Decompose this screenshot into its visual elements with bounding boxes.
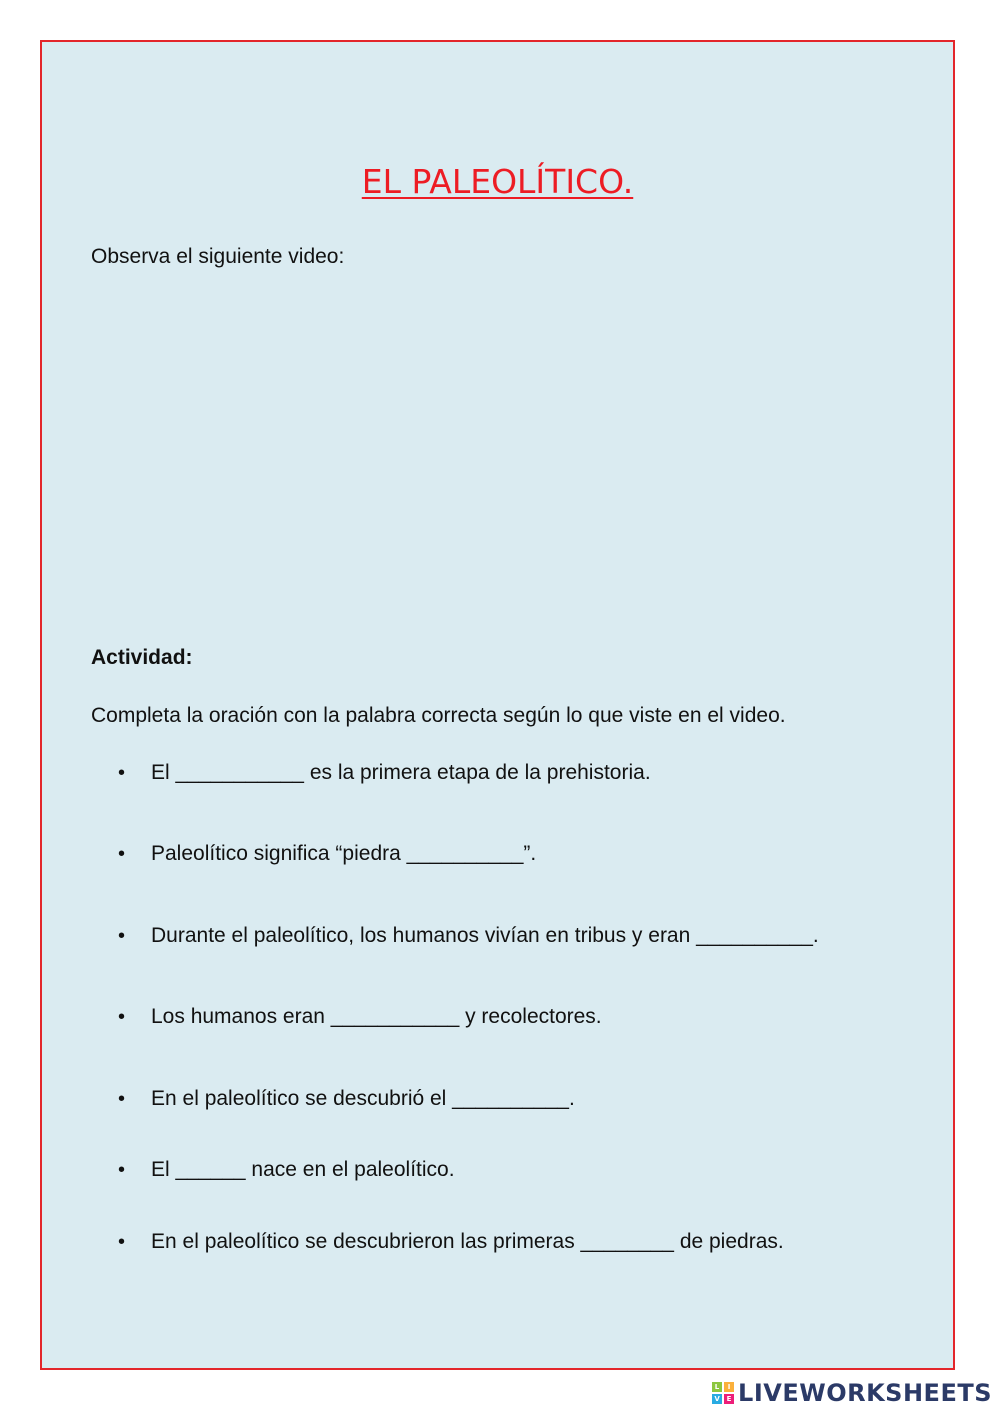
sentence-text: Paleolítico significa “piedra __________”. bbox=[151, 842, 537, 865]
bullet-icon: • bbox=[118, 843, 126, 865]
sentence-text: Durante el paleolítico, los humanos vivían en tribus y eran __________. bbox=[151, 924, 819, 947]
logo-letter: L bbox=[712, 1382, 722, 1392]
list-item bbox=[118, 1005, 602, 1029]
bullet-icon: • bbox=[118, 1006, 126, 1028]
liveworksheets-logo bbox=[712, 1378, 992, 1408]
sentence-text: En el paleolítico se descubrió el __________. bbox=[151, 1087, 575, 1110]
logo-letter: E bbox=[724, 1394, 734, 1404]
list-item bbox=[118, 924, 819, 948]
video-placeholder[interactable] bbox=[91, 292, 891, 612]
instructions-text: Completa la oración con la palabra correcta según lo que viste en el video. bbox=[91, 704, 786, 727]
logo-letter: I bbox=[724, 1382, 734, 1392]
logo-text: LIVEWORKSHEETS bbox=[738, 1379, 992, 1407]
intro-text: Observa el siguiente video: bbox=[91, 245, 345, 268]
list-item bbox=[118, 842, 536, 866]
list-item bbox=[118, 1158, 455, 1182]
bullet-icon: • bbox=[118, 1231, 126, 1253]
bullet-icon: • bbox=[118, 1088, 126, 1110]
bullet-icon: • bbox=[118, 1159, 126, 1181]
sentence-text: El ______ nace en el paleolítico. bbox=[151, 1158, 455, 1181]
sentence-text: El ___________ es la primera etapa de la prehistoria. bbox=[151, 761, 651, 784]
page-title: EL PALEOLÍTICO. bbox=[361, 162, 634, 201]
worksheet-page bbox=[40, 40, 955, 1370]
list-item bbox=[118, 1230, 784, 1254]
activity-heading: Actividad: bbox=[91, 646, 193, 669]
logo-letter: V bbox=[712, 1394, 722, 1404]
bullet-icon: • bbox=[118, 925, 126, 947]
list-item bbox=[118, 1087, 575, 1111]
bullet-icon: • bbox=[118, 762, 126, 784]
list-item bbox=[118, 761, 651, 785]
sentence-text: Los humanos eran ___________ y recolectores. bbox=[151, 1005, 602, 1028]
sentence-text: En el paleolítico se descubrieron las primeras ________ de piedras. bbox=[151, 1230, 784, 1253]
logo-blocks-icon bbox=[712, 1382, 734, 1404]
